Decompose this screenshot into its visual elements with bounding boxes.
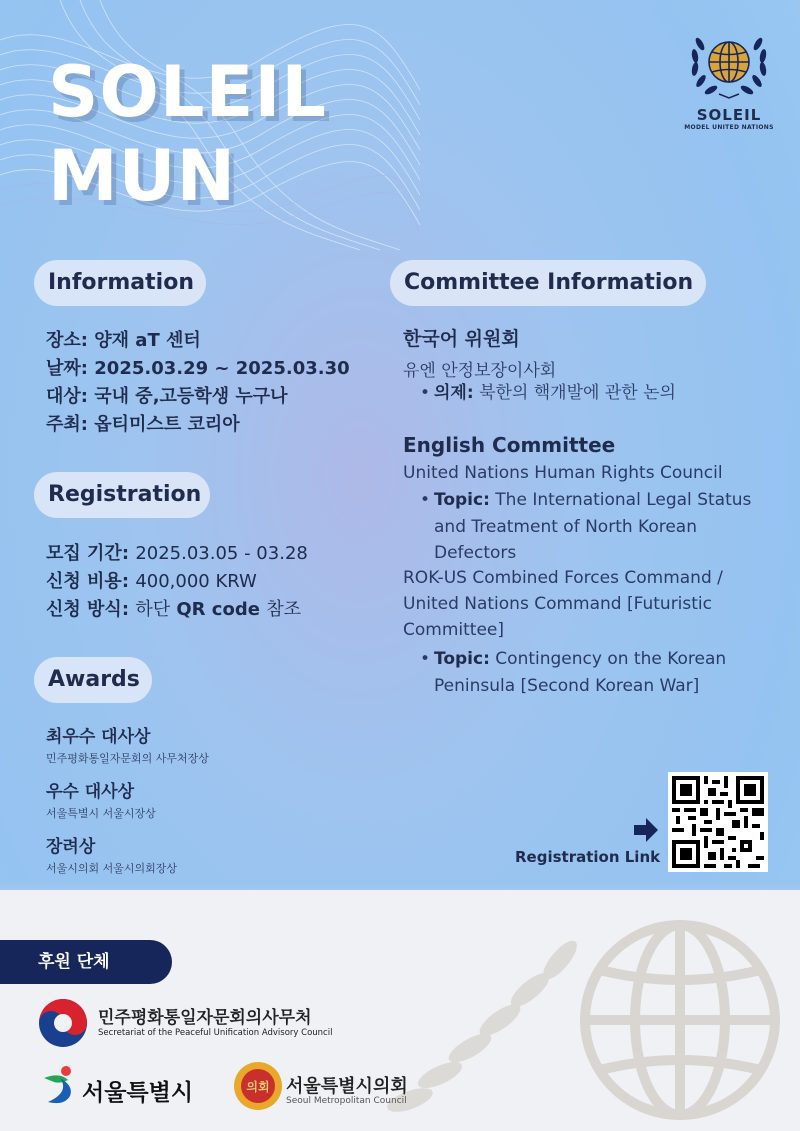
sponsor-name-seoul-city: 서울특별시 bbox=[82, 1080, 194, 1106]
award-sub-excellence: 서울특별시 서울시장상 bbox=[46, 807, 156, 820]
info-value: 양재 aT 센터 bbox=[94, 330, 201, 351]
seoul-city-logo-icon bbox=[40, 1062, 80, 1106]
logo-name: SOLEIL bbox=[696, 106, 762, 124]
reg-row-method bbox=[46, 595, 301, 621]
korean-committee-title: 한국어 위원회 bbox=[403, 328, 520, 350]
bullet-dot: • bbox=[420, 490, 431, 510]
title-line-1: SOLEIL bbox=[48, 51, 327, 133]
sponsors-heading: 후원 단체 bbox=[0, 940, 172, 984]
info-row-target bbox=[46, 382, 288, 408]
topic-label: Topic: bbox=[434, 490, 490, 510]
title-line-2: MUN bbox=[48, 135, 237, 217]
english-council-2-line3: Committee] bbox=[403, 620, 504, 640]
reg-value: 400,000 KRW bbox=[135, 571, 257, 592]
korean-agenda bbox=[420, 380, 780, 407]
agenda-label: 의제: bbox=[434, 383, 474, 403]
reg-value-qr: QR code bbox=[176, 599, 260, 620]
topic-text: Contingency on the Korean Peninsula [Second Korean War] bbox=[434, 649, 727, 696]
sponsor-name-nuac: 민주평화통일자문회의사무처 bbox=[98, 1008, 312, 1028]
award-sub-encouragement: 서울시의회 서울시의회장상 bbox=[46, 862, 178, 875]
info-label: 날짜: bbox=[46, 358, 88, 379]
registration-qr-code[interactable] bbox=[668, 772, 768, 872]
arrow-right-icon bbox=[632, 816, 660, 844]
info-value: 2025.03.29 ~ 2025.03.30 bbox=[94, 358, 350, 379]
reg-label: 신청 비용: bbox=[46, 571, 130, 592]
seoul-council-seal-icon bbox=[232, 1060, 284, 1112]
reg-value-post: 참조 bbox=[266, 599, 301, 620]
reg-row-period bbox=[46, 539, 308, 565]
seal-text: 의회 bbox=[246, 1080, 270, 1094]
english-topic-2 bbox=[420, 646, 780, 699]
korean-council: 유엔 안정보장이사회 bbox=[403, 361, 557, 381]
english-council-2-line2: United Nations Command [Futuristic bbox=[403, 594, 712, 614]
english-council-2-line1: ROK-US Combined Forces Command / bbox=[403, 568, 723, 588]
reg-label: 모집 기간: bbox=[46, 543, 130, 564]
bullet-dot: • bbox=[420, 383, 431, 403]
bullet-dot: • bbox=[420, 649, 431, 669]
awards-heading: Awards bbox=[34, 657, 152, 703]
info-value: 국내 중,고등학생 누구나 bbox=[94, 386, 288, 407]
award-title-excellence: 우수 대사상 bbox=[46, 782, 135, 802]
info-label: 주최: bbox=[46, 414, 88, 435]
reg-value-pre: 하단 bbox=[135, 599, 171, 620]
globe-wreath-icon bbox=[686, 24, 772, 102]
info-row-date bbox=[46, 354, 350, 380]
reg-value: 2025.03.05 - 03.28 bbox=[135, 543, 308, 564]
award-sub-grand: 민주평화통일자문회의 사무처장상 bbox=[46, 752, 209, 765]
agenda-text: 북한의 핵개발에 관한 논의 bbox=[479, 383, 676, 403]
event-title bbox=[48, 50, 327, 218]
english-topic-1 bbox=[420, 487, 780, 567]
info-label: 대상: bbox=[46, 386, 88, 407]
topic-label: Topic: bbox=[434, 649, 490, 669]
topic-text: The International Legal Status and Treatment of North Korean Defectors bbox=[434, 490, 752, 563]
taegeuk-logo-icon bbox=[36, 996, 90, 1050]
sponsor-sub-seoul-council: Seoul Metropolitan Council bbox=[286, 1096, 407, 1106]
information-heading: Information bbox=[34, 260, 206, 306]
award-title-encouragement: 장려상 bbox=[46, 837, 96, 857]
english-committee-title: English Committee bbox=[403, 433, 616, 457]
sponsor-sub-nuac: Secretariat of the Peaceful Unification Advisory Council bbox=[98, 1028, 333, 1038]
award-title-grand: 최우수 대사상 bbox=[46, 727, 151, 747]
registration-heading: Registration bbox=[34, 472, 210, 518]
registration-link-label[interactable]: Registration Link bbox=[515, 848, 661, 866]
logo-subtitle: MODEL UNITED NATIONS bbox=[684, 124, 774, 131]
committee-heading: Committee Information bbox=[390, 260, 706, 306]
info-label: 장소: bbox=[46, 330, 88, 351]
english-council-1: United Nations Human Rights Council bbox=[403, 463, 723, 483]
reg-label: 신청 방식: bbox=[46, 599, 130, 620]
globe-watermark-icon bbox=[560, 905, 800, 1131]
info-row-venue bbox=[46, 326, 201, 352]
soleil-logo bbox=[684, 24, 774, 139]
reg-row-fee bbox=[46, 567, 257, 593]
info-row-host bbox=[46, 410, 240, 436]
sponsor-name-seoul-council: 서울특별시의회 bbox=[286, 1076, 408, 1097]
info-value: 옵티미스트 코리아 bbox=[94, 414, 240, 435]
